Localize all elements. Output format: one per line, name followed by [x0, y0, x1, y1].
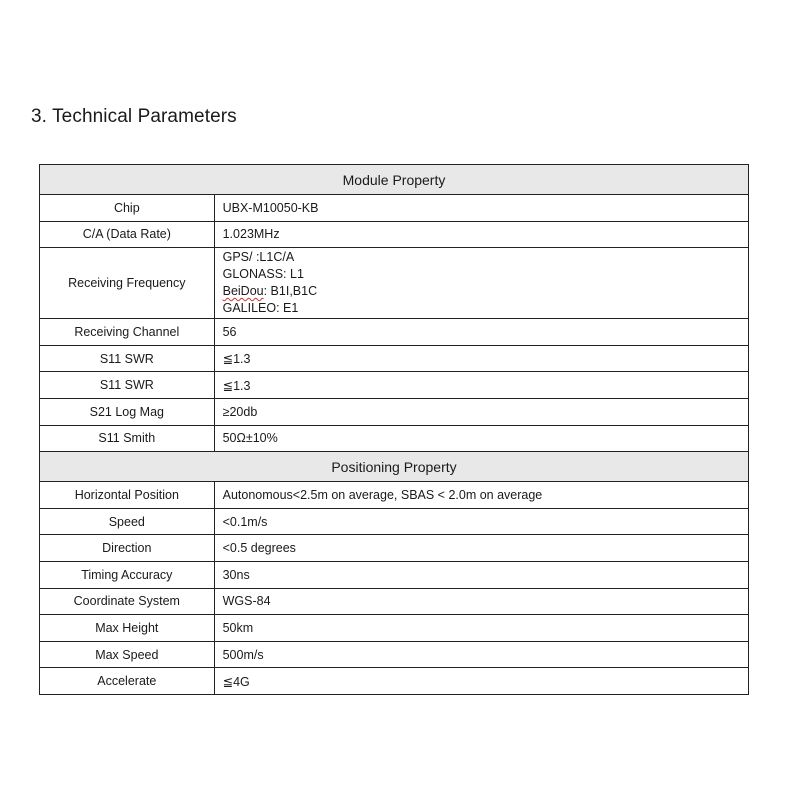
- param-label: S11 Smith: [40, 425, 215, 452]
- param-label: Accelerate: [40, 668, 215, 695]
- table-row: [40, 398, 749, 425]
- table-row: [40, 221, 749, 248]
- param-value: 56: [214, 319, 748, 346]
- param-label: Timing Accuracy: [40, 561, 215, 588]
- param-value: 50km: [214, 615, 748, 642]
- section-title: Module Property: [40, 165, 749, 195]
- param-label: Speed: [40, 508, 215, 535]
- param-value: ≦4G: [214, 668, 748, 695]
- param-label: Max Height: [40, 615, 215, 642]
- frequency-line: GALILEO: E1: [222, 301, 299, 316]
- param-label: Direction: [40, 535, 215, 562]
- param-value: <0.1m/s: [214, 508, 748, 535]
- section-title: Positioning Property: [40, 452, 749, 482]
- param-label: Receiving Channel: [40, 319, 215, 346]
- section-header-module: [40, 165, 749, 195]
- page-title: 3. Technical Parameters: [31, 106, 237, 127]
- param-value: 30ns: [214, 561, 748, 588]
- param-value: Autonomous<2.5m on average, SBAS < 2.0m on average: [214, 482, 748, 509]
- param-value: WGS-84: [214, 588, 748, 615]
- table-row: [40, 588, 749, 615]
- spellcheck-word: BeiDou: [222, 284, 264, 299]
- table-row: [40, 248, 749, 319]
- param-label: S11 SWR: [40, 345, 215, 372]
- param-label: S21 Log Mag: [40, 398, 215, 425]
- table-row: [40, 508, 749, 535]
- table-row: [40, 615, 749, 642]
- param-value: <0.5 degrees: [214, 535, 748, 562]
- param-label: Coordinate System: [40, 588, 215, 615]
- param-label: Horizontal Position: [40, 482, 215, 509]
- param-value: ≦1.3: [214, 372, 748, 399]
- param-value: ≦1.3: [214, 345, 748, 372]
- param-label: S11 SWR: [40, 372, 215, 399]
- param-value: 500m/s: [214, 641, 748, 668]
- table-row: [40, 319, 749, 346]
- section-header-positioning: [40, 452, 749, 482]
- table-row: [40, 668, 749, 695]
- frequency-line: BeiDou: B1I,B1C: [222, 284, 318, 299]
- param-value: ≥20db: [214, 398, 748, 425]
- param-value-multiline: [214, 248, 748, 319]
- param-label: Chip: [40, 195, 215, 222]
- param-value: 1.023MHz: [214, 221, 748, 248]
- param-label: C/A (Data Rate): [40, 221, 215, 248]
- technical-parameters-table: [39, 164, 749, 695]
- table-row: [40, 345, 749, 372]
- frequency-line: GPS/ :L1C/A: [222, 250, 295, 265]
- table-row: [40, 425, 749, 452]
- param-label: Max Speed: [40, 641, 215, 668]
- table-row: [40, 561, 749, 588]
- param-label: Receiving Frequency: [40, 248, 215, 319]
- table-row: [40, 641, 749, 668]
- param-value: UBX-M10050-KB: [214, 195, 748, 222]
- param-value: 50Ω±10%: [214, 425, 748, 452]
- table-row: [40, 195, 749, 222]
- table-row: [40, 372, 749, 399]
- frequency-line: GLONASS: L1: [222, 267, 304, 282]
- table-row: [40, 482, 749, 509]
- table-row: [40, 535, 749, 562]
